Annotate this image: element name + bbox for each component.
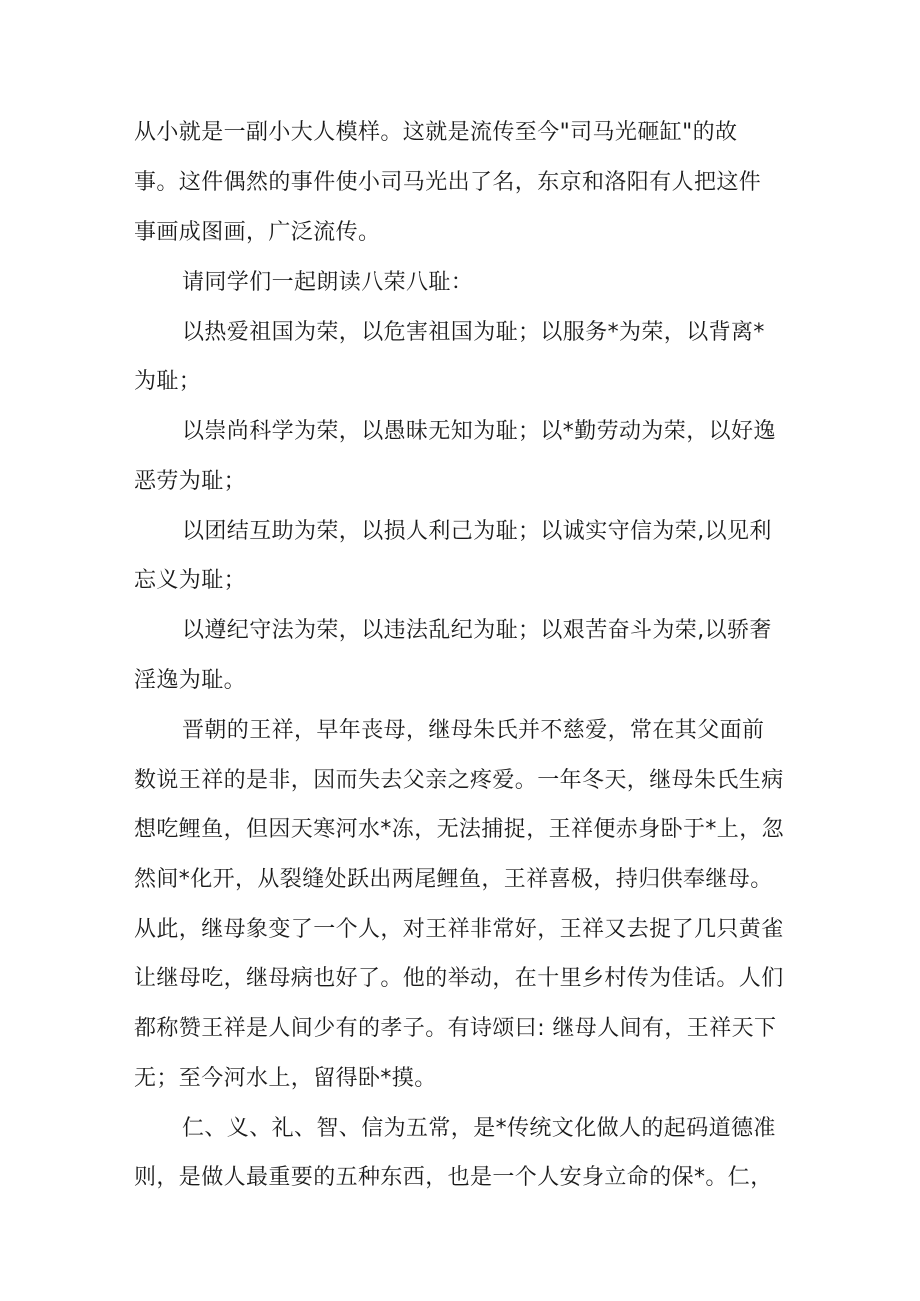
text-line: 淫逸为耻。 (134, 668, 247, 693)
paragraph-start-line: 仁、义、礼、智、信为五常，是*传统文化做人的起码道德准 (182, 1116, 776, 1141)
text-line: 然间*化开，从裂缝处跃出两尾鲤鱼，王祥喜极，持归供奉继母。 (134, 867, 773, 892)
text-line: 想吃鲤鱼，但因天寒河水*冻，无法捕捉，王祥便赤身卧于*上，忽 (134, 817, 785, 842)
text-line: 忘义为耻； (134, 568, 247, 593)
text-line: 无；至今河水上，留得卧*摸。 (134, 1066, 437, 1091)
text-line: 则，是做人最重要的五种东西，也是一个人安身立命的保*。仁， (134, 1165, 773, 1190)
text-line: 恶劳为耻； (134, 469, 247, 494)
paragraph-start-line: 以团结互助为荣，以损人利己为耻；以诚实守信为荣,以见利 (182, 519, 772, 544)
text-line: 让继母吃，继母病也好了。他的举动，在十里乡村传为佳话。人们 (134, 966, 784, 991)
text-line: 数说王祥的是非，因而失去父亲之疼爱。一年冬天，继母朱氏生病 (134, 768, 784, 793)
text-line: 都称赞王祥是人间少有的孝子。有诗颂曰: 继母人间有，王祥天下 (134, 1016, 777, 1041)
paragraph-start-line: 以崇尚科学为荣，以愚昧无知为耻；以*勤劳动为荣，以好逸 (182, 419, 776, 444)
paragraph-start-line: 晋朝的王祥，早年丧母，继母朱氏并不慈爱，常在其父面前 (182, 718, 765, 743)
text-line: 为耻； (134, 369, 202, 394)
text-line: 事画成图画，广泛流传。 (134, 220, 381, 245)
paragraph-start-line: 以热爱祖国为荣，以危害祖国为耻；以服务*为荣，以背离* (182, 320, 765, 345)
paragraph-start-line: 请同学们一起朗读八荣八耻： (182, 270, 474, 295)
text-line: 从小就是一副小大人模样。这就是流传至今"司马光砸缸"的故 (134, 120, 738, 145)
text-line: 事。这件偶然的事件使小司马光出了名，东京和洛阳有人把这件 (134, 170, 762, 195)
text-line: 从此，继母象变了一个人，对王祥非常好，王祥又去捉了几只黄雀 (134, 917, 784, 942)
paragraph-start-line: 以遵纪守法为荣，以违法乱纪为耻；以艰苦奋斗为荣,以骄奢 (182, 618, 772, 643)
